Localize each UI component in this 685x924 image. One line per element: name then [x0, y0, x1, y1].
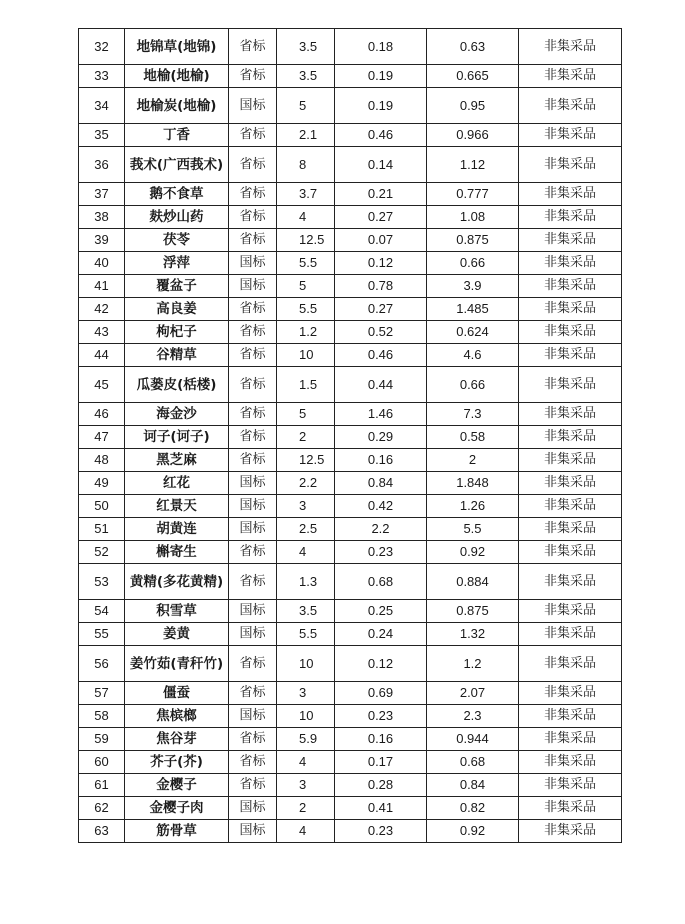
value-1-cell: 5 — [277, 403, 335, 426]
value-1-cell: 1.3 — [277, 564, 335, 600]
herb-name-cell: 槲寄生 — [125, 541, 229, 564]
value-2-cell: 0.68 — [335, 564, 427, 600]
procurement-type-cell: 非集采品 — [519, 797, 622, 820]
standard-cell: 省标 — [229, 728, 277, 751]
procurement-type-cell: 非集采品 — [519, 298, 622, 321]
value-2-cell: 0.23 — [335, 541, 427, 564]
value-1-cell: 8 — [277, 147, 335, 183]
table-row — [79, 495, 622, 518]
value-3-cell: 0.92 — [427, 541, 519, 564]
row-number-cell: 55 — [79, 623, 125, 646]
standard-cell: 省标 — [229, 124, 277, 147]
herb-name-cell: 麸炒山药 — [125, 206, 229, 229]
standard-cell: 省标 — [229, 183, 277, 206]
procurement-type-cell: 非集采品 — [519, 367, 622, 403]
table-row — [79, 147, 622, 183]
table-row — [79, 275, 622, 298]
value-3-cell: 0.875 — [427, 229, 519, 252]
procurement-type-cell: 非集采品 — [519, 183, 622, 206]
value-3-cell: 0.95 — [427, 88, 519, 124]
herb-name-cell: 金樱子 — [125, 774, 229, 797]
value-3-cell: 2.07 — [427, 682, 519, 705]
row-number-cell: 35 — [79, 124, 125, 147]
value-2-cell: 0.78 — [335, 275, 427, 298]
row-number-cell: 59 — [79, 728, 125, 751]
procurement-type-cell: 非集采品 — [519, 147, 622, 183]
herb-name-cell: 红花 — [125, 472, 229, 495]
procurement-type-cell: 非集采品 — [519, 541, 622, 564]
standard-cell: 省标 — [229, 321, 277, 344]
row-number-cell: 48 — [79, 449, 125, 472]
table-row — [79, 646, 622, 682]
procurement-type-cell: 非集采品 — [519, 472, 622, 495]
standard-cell: 国标 — [229, 275, 277, 298]
value-2-cell: 0.25 — [335, 600, 427, 623]
value-2-cell: 0.41 — [335, 797, 427, 820]
value-2-cell: 0.27 — [335, 298, 427, 321]
table-row — [79, 564, 622, 600]
value-2-cell: 0.42 — [335, 495, 427, 518]
herb-name-cell: 枸杞子 — [125, 321, 229, 344]
herb-price-table — [78, 28, 622, 843]
procurement-type-cell: 非集采品 — [519, 449, 622, 472]
value-2-cell: 0.28 — [335, 774, 427, 797]
value-1-cell: 10 — [277, 646, 335, 682]
herb-name-cell: 黑芝麻 — [125, 449, 229, 472]
row-number-cell: 62 — [79, 797, 125, 820]
row-number-cell: 45 — [79, 367, 125, 403]
table-row — [79, 403, 622, 426]
standard-cell: 省标 — [229, 403, 277, 426]
value-1-cell: 3.5 — [277, 600, 335, 623]
herb-name-cell: 姜竹茹(青秆竹) — [125, 646, 229, 682]
value-3-cell: 1.848 — [427, 472, 519, 495]
standard-cell: 省标 — [229, 564, 277, 600]
value-3-cell: 0.624 — [427, 321, 519, 344]
value-1-cell: 10 — [277, 705, 335, 728]
value-1-cell: 2 — [277, 426, 335, 449]
value-2-cell: 0.44 — [335, 367, 427, 403]
procurement-type-cell: 非集采品 — [519, 564, 622, 600]
herb-name-cell: 筋骨草 — [125, 820, 229, 843]
value-3-cell: 4.6 — [427, 344, 519, 367]
procurement-type-cell: 非集采品 — [519, 600, 622, 623]
procurement-type-cell: 非集采品 — [519, 344, 622, 367]
procurement-type-cell: 非集采品 — [519, 65, 622, 88]
procurement-type-cell: 非集采品 — [519, 229, 622, 252]
value-1-cell: 5.5 — [277, 623, 335, 646]
value-1-cell: 5 — [277, 275, 335, 298]
document-page — [78, 28, 622, 843]
value-2-cell: 0.12 — [335, 252, 427, 275]
value-2-cell: 0.27 — [335, 206, 427, 229]
value-1-cell: 10 — [277, 344, 335, 367]
row-number-cell: 38 — [79, 206, 125, 229]
standard-cell: 省标 — [229, 147, 277, 183]
value-1-cell: 4 — [277, 541, 335, 564]
standard-cell: 国标 — [229, 820, 277, 843]
row-number-cell: 53 — [79, 564, 125, 600]
procurement-type-cell: 非集采品 — [519, 682, 622, 705]
value-2-cell: 0.16 — [335, 728, 427, 751]
row-number-cell: 61 — [79, 774, 125, 797]
table-row — [79, 321, 622, 344]
value-1-cell: 3.7 — [277, 183, 335, 206]
standard-cell: 国标 — [229, 252, 277, 275]
procurement-type-cell: 非集采品 — [519, 705, 622, 728]
value-1-cell: 4 — [277, 751, 335, 774]
herb-name-cell: 谷精草 — [125, 344, 229, 367]
herb-name-cell: 高良姜 — [125, 298, 229, 321]
table-row — [79, 229, 622, 252]
value-2-cell: 0.18 — [335, 29, 427, 65]
value-1-cell: 1.5 — [277, 367, 335, 403]
value-3-cell: 0.777 — [427, 183, 519, 206]
herb-name-cell: 胡黄连 — [125, 518, 229, 541]
value-3-cell: 1.485 — [427, 298, 519, 321]
table-row — [79, 367, 622, 403]
table-row — [79, 472, 622, 495]
procurement-type-cell: 非集采品 — [519, 774, 622, 797]
row-number-cell: 42 — [79, 298, 125, 321]
procurement-type-cell: 非集采品 — [519, 623, 622, 646]
value-3-cell: 1.2 — [427, 646, 519, 682]
value-2-cell: 0.46 — [335, 344, 427, 367]
row-number-cell: 43 — [79, 321, 125, 344]
value-2-cell: 0.24 — [335, 623, 427, 646]
table-body — [79, 29, 622, 843]
row-number-cell: 44 — [79, 344, 125, 367]
table-row — [79, 541, 622, 564]
value-2-cell: 0.21 — [335, 183, 427, 206]
herb-name-cell: 地锦草(地锦) — [125, 29, 229, 65]
herb-name-cell: 诃子(诃子) — [125, 426, 229, 449]
procurement-type-cell: 非集采品 — [519, 252, 622, 275]
value-1-cell: 2.5 — [277, 518, 335, 541]
table-row — [79, 426, 622, 449]
value-2-cell: 2.2 — [335, 518, 427, 541]
standard-cell: 省标 — [229, 229, 277, 252]
value-3-cell: 7.3 — [427, 403, 519, 426]
herb-name-cell: 覆盆子 — [125, 275, 229, 298]
value-2-cell: 0.69 — [335, 682, 427, 705]
row-number-cell: 54 — [79, 600, 125, 623]
value-3-cell: 0.966 — [427, 124, 519, 147]
standard-cell: 国标 — [229, 600, 277, 623]
herb-name-cell: 焦谷芽 — [125, 728, 229, 751]
procurement-type-cell: 非集采品 — [519, 403, 622, 426]
value-2-cell: 0.14 — [335, 147, 427, 183]
herb-name-cell: 地榆炭(地榆) — [125, 88, 229, 124]
value-3-cell: 1.12 — [427, 147, 519, 183]
procurement-type-cell: 非集采品 — [519, 518, 622, 541]
standard-cell: 省标 — [229, 682, 277, 705]
row-number-cell: 58 — [79, 705, 125, 728]
standard-cell: 省标 — [229, 774, 277, 797]
herb-name-cell: 海金沙 — [125, 403, 229, 426]
value-3-cell: 0.66 — [427, 252, 519, 275]
standard-cell: 省标 — [229, 426, 277, 449]
value-3-cell: 0.944 — [427, 728, 519, 751]
table-row — [79, 183, 622, 206]
value-1-cell: 1.2 — [277, 321, 335, 344]
table-row — [79, 298, 622, 321]
herb-name-cell: 莪术(广西莪术) — [125, 147, 229, 183]
value-2-cell: 0.19 — [335, 65, 427, 88]
value-3-cell: 0.82 — [427, 797, 519, 820]
procurement-type-cell: 非集采品 — [519, 275, 622, 298]
row-number-cell: 47 — [79, 426, 125, 449]
row-number-cell: 63 — [79, 820, 125, 843]
herb-name-cell: 地榆(地榆) — [125, 65, 229, 88]
table-row — [79, 751, 622, 774]
table-row — [79, 623, 622, 646]
value-3-cell: 1.08 — [427, 206, 519, 229]
value-1-cell: 3.5 — [277, 65, 335, 88]
herb-name-cell: 茯苓 — [125, 229, 229, 252]
value-1-cell: 3.5 — [277, 29, 335, 65]
value-3-cell: 0.92 — [427, 820, 519, 843]
value-1-cell: 5.5 — [277, 298, 335, 321]
herb-name-cell: 姜黄 — [125, 623, 229, 646]
standard-cell: 省标 — [229, 29, 277, 65]
standard-cell: 省标 — [229, 751, 277, 774]
standard-cell: 国标 — [229, 495, 277, 518]
value-1-cell: 3 — [277, 495, 335, 518]
table-row — [79, 797, 622, 820]
table-row — [79, 449, 622, 472]
row-number-cell: 56 — [79, 646, 125, 682]
procurement-type-cell: 非集采品 — [519, 321, 622, 344]
row-number-cell: 34 — [79, 88, 125, 124]
table-row — [79, 518, 622, 541]
value-1-cell: 2.2 — [277, 472, 335, 495]
value-1-cell: 5 — [277, 88, 335, 124]
table-row — [79, 206, 622, 229]
value-2-cell: 0.52 — [335, 321, 427, 344]
procurement-type-cell: 非集采品 — [519, 426, 622, 449]
value-2-cell: 1.46 — [335, 403, 427, 426]
standard-cell: 省标 — [229, 206, 277, 229]
table-row — [79, 820, 622, 843]
value-1-cell: 2.1 — [277, 124, 335, 147]
herb-name-cell: 黄精(多花黄精) — [125, 564, 229, 600]
table-row — [79, 344, 622, 367]
herb-name-cell: 芥子(芥) — [125, 751, 229, 774]
value-2-cell: 0.84 — [335, 472, 427, 495]
value-3-cell: 0.884 — [427, 564, 519, 600]
value-3-cell: 0.58 — [427, 426, 519, 449]
value-2-cell: 0.17 — [335, 751, 427, 774]
table-row — [79, 600, 622, 623]
value-3-cell: 2.3 — [427, 705, 519, 728]
value-2-cell: 0.23 — [335, 820, 427, 843]
row-number-cell: 36 — [79, 147, 125, 183]
standard-cell: 国标 — [229, 472, 277, 495]
value-1-cell: 3 — [277, 682, 335, 705]
herb-name-cell: 鹅不食草 — [125, 183, 229, 206]
herb-name-cell: 积雪草 — [125, 600, 229, 623]
herb-name-cell: 金樱子肉 — [125, 797, 229, 820]
value-2-cell: 0.23 — [335, 705, 427, 728]
standard-cell: 省标 — [229, 646, 277, 682]
standard-cell: 省标 — [229, 65, 277, 88]
row-number-cell: 51 — [79, 518, 125, 541]
standard-cell: 国标 — [229, 623, 277, 646]
herb-name-cell: 瓜蒌皮(栝楼) — [125, 367, 229, 403]
value-3-cell: 1.26 — [427, 495, 519, 518]
row-number-cell: 52 — [79, 541, 125, 564]
value-3-cell: 0.665 — [427, 65, 519, 88]
value-2-cell: 0.29 — [335, 426, 427, 449]
procurement-type-cell: 非集采品 — [519, 820, 622, 843]
value-3-cell: 0.84 — [427, 774, 519, 797]
table-row — [79, 252, 622, 275]
value-3-cell: 3.9 — [427, 275, 519, 298]
table-row — [79, 65, 622, 88]
value-3-cell: 0.875 — [427, 600, 519, 623]
row-number-cell: 46 — [79, 403, 125, 426]
procurement-type-cell: 非集采品 — [519, 29, 622, 65]
value-3-cell: 0.68 — [427, 751, 519, 774]
row-number-cell: 32 — [79, 29, 125, 65]
table-row — [79, 728, 622, 751]
table-row — [79, 88, 622, 124]
row-number-cell: 60 — [79, 751, 125, 774]
value-1-cell: 12.5 — [277, 449, 335, 472]
value-2-cell: 0.46 — [335, 124, 427, 147]
procurement-type-cell: 非集采品 — [519, 206, 622, 229]
row-number-cell: 33 — [79, 65, 125, 88]
value-1-cell: 4 — [277, 206, 335, 229]
standard-cell: 国标 — [229, 88, 277, 124]
herb-name-cell: 焦槟榔 — [125, 705, 229, 728]
row-number-cell: 50 — [79, 495, 125, 518]
table-row — [79, 29, 622, 65]
herb-name-cell: 浮萍 — [125, 252, 229, 275]
procurement-type-cell: 非集采品 — [519, 751, 622, 774]
row-number-cell: 41 — [79, 275, 125, 298]
row-number-cell: 40 — [79, 252, 125, 275]
standard-cell: 国标 — [229, 705, 277, 728]
procurement-type-cell: 非集采品 — [519, 728, 622, 751]
value-2-cell: 0.19 — [335, 88, 427, 124]
herb-name-cell: 丁香 — [125, 124, 229, 147]
value-3-cell: 0.66 — [427, 367, 519, 403]
standard-cell: 省标 — [229, 344, 277, 367]
table-row — [79, 124, 622, 147]
value-2-cell: 0.07 — [335, 229, 427, 252]
value-3-cell: 1.32 — [427, 623, 519, 646]
value-3-cell: 0.63 — [427, 29, 519, 65]
row-number-cell: 57 — [79, 682, 125, 705]
procurement-type-cell: 非集采品 — [519, 646, 622, 682]
herb-name-cell: 红景天 — [125, 495, 229, 518]
standard-cell: 省标 — [229, 541, 277, 564]
procurement-type-cell: 非集采品 — [519, 124, 622, 147]
standard-cell: 省标 — [229, 449, 277, 472]
row-number-cell: 37 — [79, 183, 125, 206]
value-1-cell: 3 — [277, 774, 335, 797]
standard-cell: 国标 — [229, 797, 277, 820]
value-1-cell: 5.5 — [277, 252, 335, 275]
value-2-cell: 0.12 — [335, 646, 427, 682]
value-2-cell: 0.16 — [335, 449, 427, 472]
table-row — [79, 774, 622, 797]
value-1-cell: 5.9 — [277, 728, 335, 751]
row-number-cell: 49 — [79, 472, 125, 495]
value-1-cell: 12.5 — [277, 229, 335, 252]
value-1-cell: 4 — [277, 820, 335, 843]
row-number-cell: 39 — [79, 229, 125, 252]
value-1-cell: 2 — [277, 797, 335, 820]
standard-cell: 国标 — [229, 518, 277, 541]
value-3-cell: 5.5 — [427, 518, 519, 541]
procurement-type-cell: 非集采品 — [519, 495, 622, 518]
value-3-cell: 2 — [427, 449, 519, 472]
table-row — [79, 682, 622, 705]
table-row — [79, 705, 622, 728]
herb-name-cell: 僵蚕 — [125, 682, 229, 705]
standard-cell: 省标 — [229, 367, 277, 403]
standard-cell: 省标 — [229, 298, 277, 321]
procurement-type-cell: 非集采品 — [519, 88, 622, 124]
